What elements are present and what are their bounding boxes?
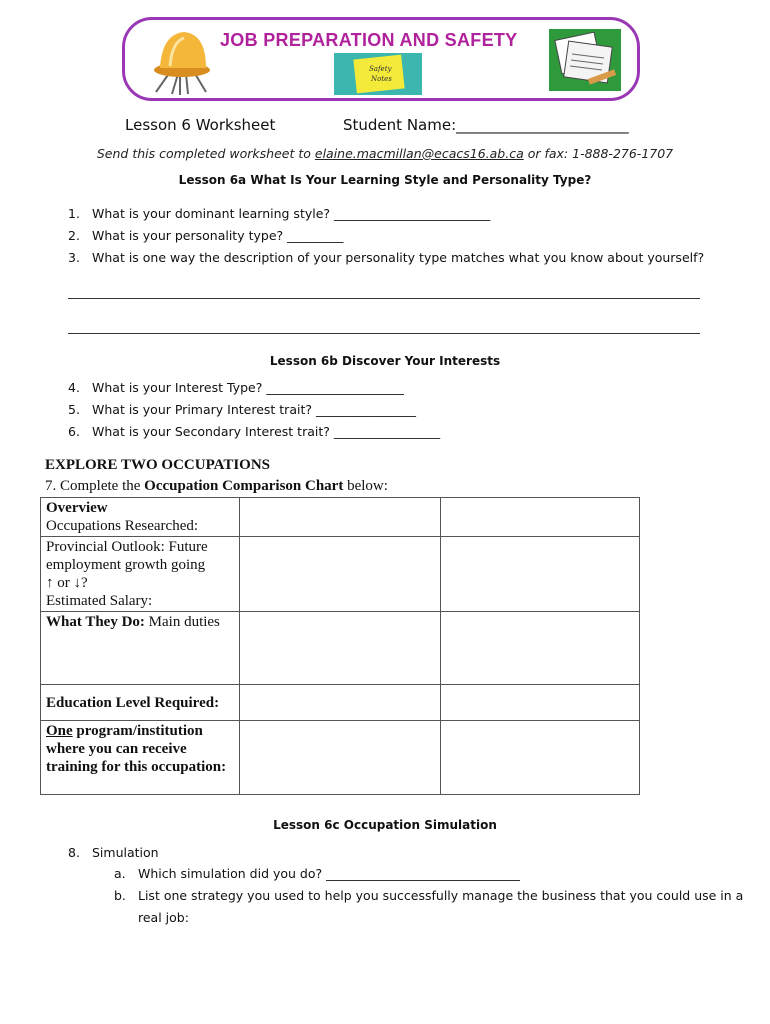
question-4 bbox=[68, 380, 404, 395]
education-1-cell[interactable] bbox=[240, 685, 441, 721]
lesson-title: Lesson 6 Worksheet bbox=[125, 116, 276, 134]
lesson-6c-heading: Lesson 6c Occupation Simulation bbox=[273, 818, 497, 832]
program-1-cell[interactable] bbox=[240, 721, 441, 795]
question-text: What is your Interest Type? ______________________ bbox=[92, 380, 404, 395]
question-8a bbox=[114, 866, 520, 881]
program-label: program/institution where you can receive training for this occupation: bbox=[46, 723, 227, 775]
safety-notes-image bbox=[333, 52, 423, 96]
question-8b bbox=[114, 888, 743, 903]
svg-text:Safety: Safety bbox=[369, 65, 392, 73]
duties-2-cell[interactable] bbox=[441, 612, 640, 685]
student-name-field: Student Name:_______________________ bbox=[343, 116, 629, 134]
question-text: What is your Primary Interest trait? ________________ bbox=[92, 402, 416, 417]
occupation-comparison-chart bbox=[40, 497, 640, 795]
send-instructions bbox=[0, 146, 770, 161]
sub-label: a. bbox=[114, 866, 126, 881]
question-text: What is one way the description of your personality type matches what you know about yourself? bbox=[92, 250, 705, 265]
row-label-outlook bbox=[41, 537, 240, 612]
program-2-cell[interactable] bbox=[441, 721, 640, 795]
question-text: What is your Secondary Interest trait? _________________ bbox=[92, 424, 441, 439]
question-6 bbox=[68, 424, 440, 439]
question-number: 4. bbox=[68, 380, 80, 395]
occupation-1-cell[interactable] bbox=[240, 498, 441, 537]
question-text: Simulation bbox=[92, 845, 159, 860]
lesson-6b-heading: Lesson 6b Discover Your Interests bbox=[269, 354, 501, 368]
question-number: 8. bbox=[68, 845, 80, 860]
overview-label: Overview bbox=[46, 500, 108, 516]
row-label-overview bbox=[41, 498, 240, 537]
answer-line[interactable] bbox=[68, 333, 700, 334]
question-text: What is your dominant learning style? _________________________ bbox=[92, 206, 491, 221]
question-number: 2. bbox=[68, 228, 80, 243]
answer-line[interactable] bbox=[68, 298, 700, 299]
question-2 bbox=[68, 228, 343, 243]
program-underlined: One bbox=[46, 723, 73, 739]
question-5 bbox=[68, 402, 416, 417]
row-label-program bbox=[41, 721, 240, 795]
outlook-label: Provincial Outlook: Future employment growth going bbox=[46, 539, 208, 573]
explore-heading: EXPLORE TWO OCCUPATIONS bbox=[45, 457, 271, 473]
occupations-label: Occupations Researched: bbox=[46, 518, 199, 534]
hard-hat-icon bbox=[150, 22, 220, 96]
education-2-cell[interactable] bbox=[441, 685, 640, 721]
banner-title: JOB PREPARATION AND SAFETY bbox=[220, 30, 518, 50]
outlook-1-cell[interactable] bbox=[240, 537, 441, 612]
svg-text:Notes: Notes bbox=[371, 75, 392, 83]
occupation-2-cell[interactable] bbox=[441, 498, 640, 537]
lesson-6a-heading: Lesson 6a What Is Your Learning Style and Personality Type? bbox=[178, 173, 592, 187]
sub-label: b. bbox=[114, 888, 126, 903]
salary-label: Estimated Salary: bbox=[46, 593, 153, 609]
instruction-bold: Occupation Comparison Chart bbox=[144, 478, 344, 494]
papers-image bbox=[548, 28, 622, 92]
email-link[interactable]: elaine.macmillan@ecacs16.ab.ca bbox=[314, 146, 524, 161]
instruction-suffix: below: bbox=[343, 478, 388, 494]
outlook-arrows: ↑ or ↓? bbox=[46, 575, 88, 591]
row-label-what-they-do bbox=[41, 612, 240, 685]
duties-1-cell[interactable] bbox=[240, 612, 441, 685]
send-prefix: Send this completed worksheet to bbox=[96, 146, 315, 161]
question-text: Which simulation did you do? _______________________________ bbox=[138, 866, 520, 881]
question-8b-continued: real job: bbox=[138, 910, 189, 925]
education-label: Education Level Required: bbox=[46, 694, 220, 711]
instruction-prefix: 7. Complete the bbox=[45, 478, 145, 494]
send-suffix: or fax: 1-888-276-1707 bbox=[523, 146, 674, 161]
question-number: 3. bbox=[68, 250, 80, 265]
what-they-do-label: What They Do: bbox=[46, 614, 145, 630]
main-duties-label: Main duties bbox=[144, 614, 220, 630]
question-number: 1. bbox=[68, 206, 80, 221]
question-text: What is your personality type? _________ bbox=[92, 228, 344, 243]
question-3 bbox=[68, 250, 704, 265]
question-1 bbox=[68, 206, 490, 221]
chart-instruction bbox=[45, 478, 388, 495]
question-8 bbox=[68, 845, 159, 860]
question-text: List one strategy you used to help you successfully manage the business that you could use in a bbox=[138, 888, 744, 903]
row-label-education bbox=[41, 685, 240, 721]
question-number: 6. bbox=[68, 424, 80, 439]
outlook-2-cell[interactable] bbox=[441, 537, 640, 612]
question-number: 5. bbox=[68, 402, 80, 417]
